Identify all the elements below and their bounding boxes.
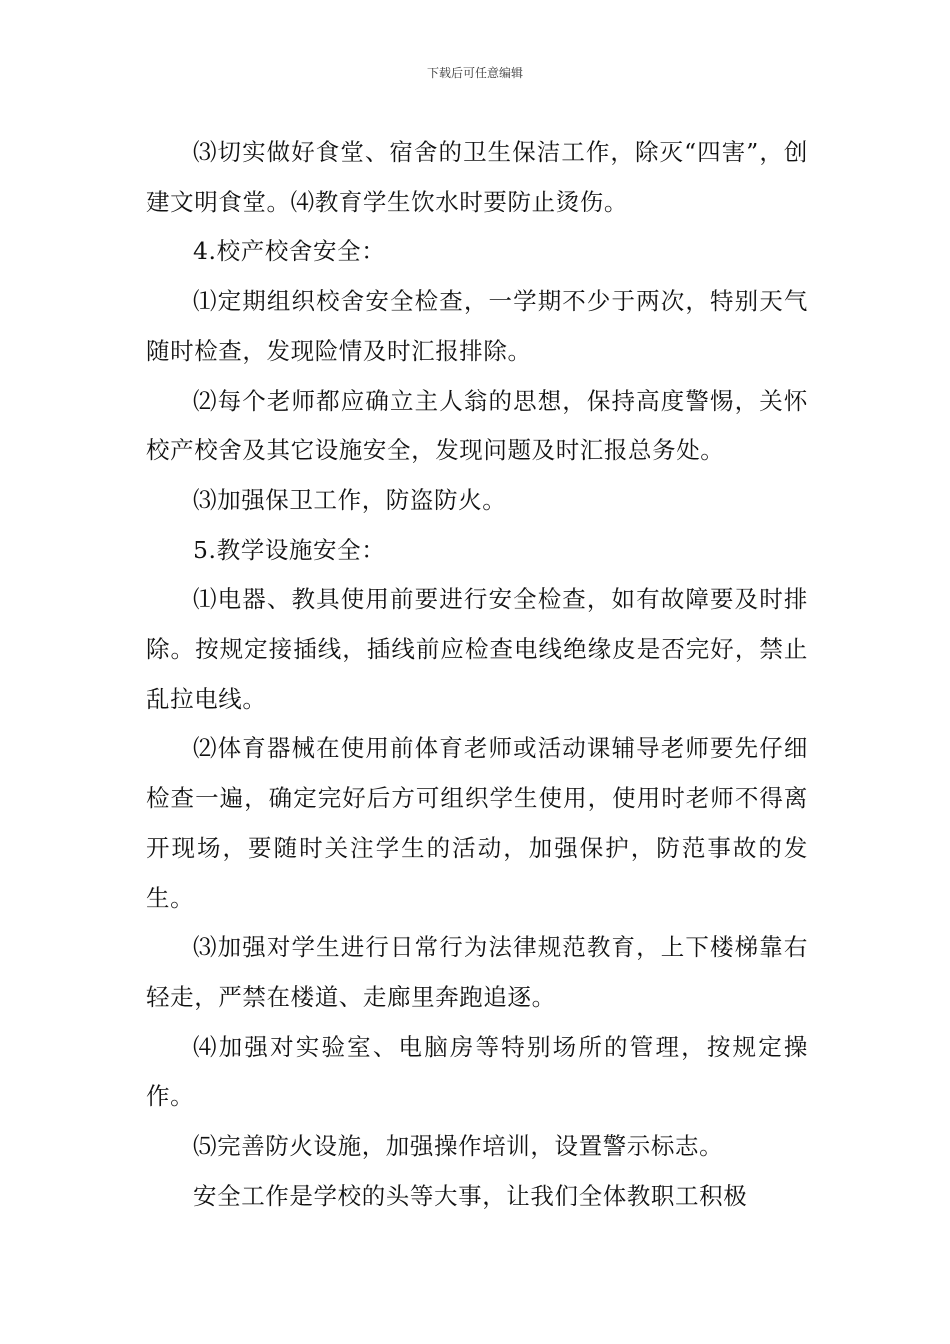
document-body xyxy=(146,128,808,1221)
paragraph-teacher-vigilance: ⑵每个老师都应确立主人翁的思想，保持高度警惕，关怀校产校舍及其它设施安全，发现问题及时汇报总务处。 xyxy=(146,386,808,465)
paragraph-building-inspection: ⑴定期组织校舍安全检查，一学期不少于两次，特别天气随时检查，发现险情及时汇报排除。 xyxy=(146,287,808,365)
heading-school-property-safety: 4.校产校舍安全： xyxy=(193,237,386,266)
heading-teaching-facility-safety: 5.教学设施安全： xyxy=(193,535,386,564)
paragraph-closing: 安全工作是学校的头等大事，让我们全体教职工积极 xyxy=(193,1181,748,1210)
paragraph-behavior-education: ⑶加强对学生进行日常行为法律规范教育，上下楼梯靠右轻走，严禁在楼道、走廊里奔跑追逐。 xyxy=(146,933,808,1011)
paragraph-sports-equipment: ⑵体育器械在使用前体育老师或活动课辅导老师要先仔细检查一遍，确定完好后方可组织学生使用，使用时老师不得离开现场，要随时关注学生的活动，加强保护，防范事故的发生。 xyxy=(146,734,808,912)
paragraph-electrical-check: ⑴电器、教具使用前要进行安全检查，如有故障要及时排除。按规定接插线，插线前应检查电线绝缘皮是否完好，禁止乱拉电线。 xyxy=(146,585,808,713)
paragraph-canteen-hygiene: ⑶切实做好食堂、宿舍的卫生保洁工作，除灭“四害”，创建文明食堂。⑷教育学生饮水时要防止烫伤。 xyxy=(146,138,808,216)
paragraph-security-work: ⑶加强保卫工作，防盗防火。 xyxy=(193,485,507,514)
paragraph-fire-prevention: ⑸完善防火设施，加强操作培训，设置警示标志。 xyxy=(193,1132,724,1161)
paragraph-special-rooms: ⑷加强对实验室、电脑房等特别场所的管理，按规定操作。 xyxy=(146,1032,808,1111)
page-header: 下载后可任意编辑 xyxy=(426,66,523,80)
